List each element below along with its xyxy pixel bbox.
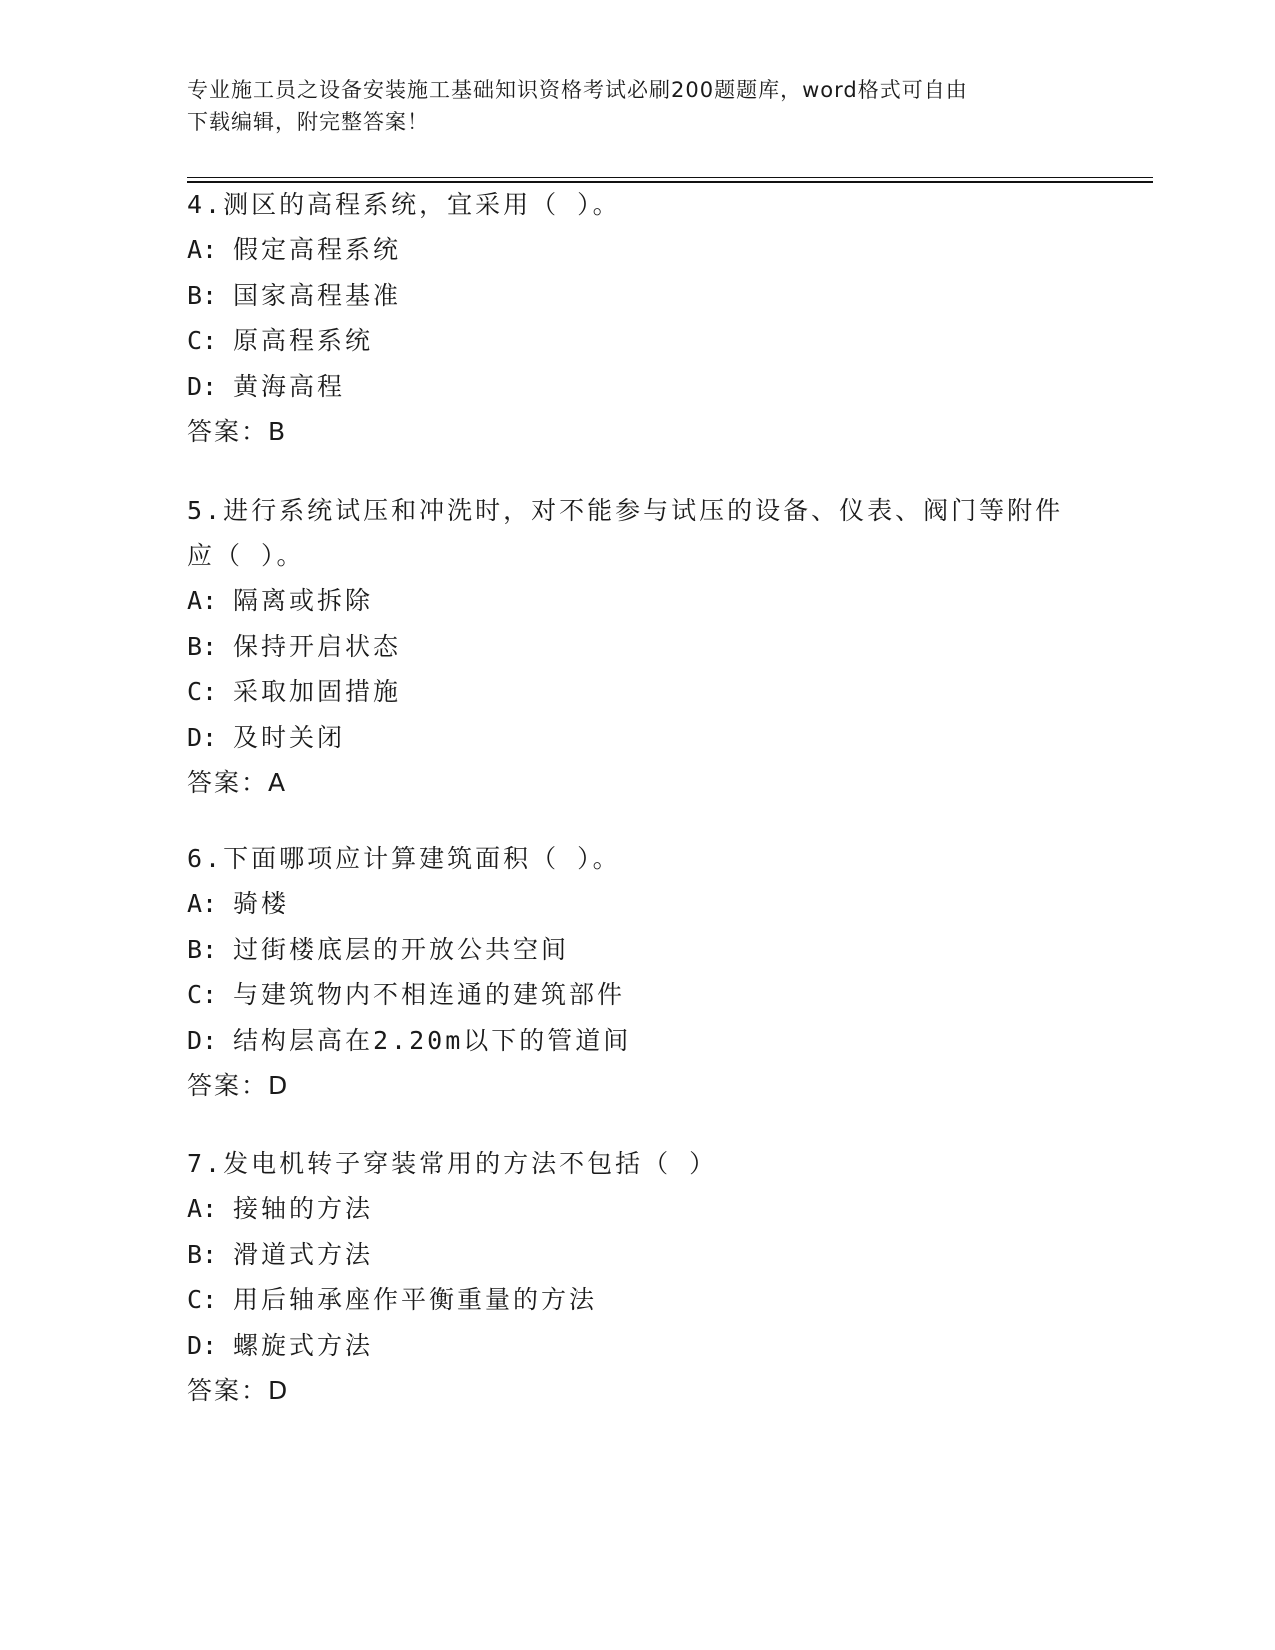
option-d <box>187 1018 1067 1064</box>
option-c <box>187 1277 1067 1323</box>
option-letter: B: <box>187 1239 218 1269</box>
question-stem: 5.进行系统试压和冲洗时，对不能参与试压的设备、仪表、阀门等附件应（ ）。 <box>187 496 1064 570</box>
option-text: 黄海高程 <box>233 371 346 401</box>
option-text: 采取加固措施 <box>233 677 402 706</box>
question-block <box>187 182 1067 454</box>
option-a <box>187 578 1067 624</box>
option-text: 过街楼底层的开放公共空间 <box>233 934 570 964</box>
question-block <box>187 836 1067 1108</box>
option-text: 结构层高在2.20m以下的管道间 <box>233 1025 632 1055</box>
option-text: 与建筑物内不相连通的建筑部件 <box>233 980 626 1009</box>
option-text: 保持开启状态 <box>233 631 402 661</box>
header-line-1: 专业施工员之设备安装施工基础知识资格考试必刷200题题库，word格式可自由 <box>187 78 968 102</box>
option-a <box>187 881 1067 927</box>
option-d <box>187 715 1067 761</box>
option-text: 骑楼 <box>233 889 290 918</box>
option-letter: A: <box>187 235 218 264</box>
option-text: 螺旋式方法 <box>233 1330 374 1360</box>
option-text: 用后轴承座作平衡重量的方法 <box>233 1285 598 1314</box>
option-c <box>187 669 1067 715</box>
option-letter: D: <box>187 371 218 401</box>
option-letter: A: <box>187 1194 218 1223</box>
option-d <box>187 1323 1067 1369</box>
option-letter: C: <box>187 980 218 1009</box>
option-letter: C: <box>187 326 218 355</box>
header-rule-thin <box>187 177 1153 178</box>
option-d <box>187 364 1067 410</box>
option-c <box>187 972 1067 1018</box>
option-text: 假定高程系统 <box>233 235 402 264</box>
question-stem: 7.发电机转子穿装常用的方法不包括（ ） <box>187 1149 718 1178</box>
option-b <box>187 624 1067 670</box>
option-letter: D: <box>187 1025 218 1055</box>
answer-line: 答案：D <box>187 1376 290 1405</box>
option-b <box>187 273 1067 319</box>
option-letter: B: <box>187 631 218 661</box>
option-letter: D: <box>187 1330 218 1360</box>
option-b <box>187 927 1067 973</box>
answer-line: 答案：A <box>187 768 288 797</box>
option-letter: C: <box>187 1285 218 1314</box>
option-c <box>187 318 1067 364</box>
option-letter: D: <box>187 722 218 752</box>
answer-line: 答案：D <box>187 1071 290 1100</box>
option-letter: B: <box>187 934 218 964</box>
option-letter: A: <box>187 889 218 918</box>
option-letter: C: <box>187 677 218 706</box>
option-letter: B: <box>187 280 218 310</box>
header-line-2: 下载编辑，附完整答案！ <box>187 110 429 134</box>
option-a <box>187 227 1067 273</box>
question-stem: 6.下面哪项应计算建筑面积（ ）。 <box>187 844 621 873</box>
option-letter: A: <box>187 586 218 615</box>
answer-line: 答案：B <box>187 417 288 446</box>
option-text: 接轴的方法 <box>233 1194 374 1223</box>
option-text: 滑道式方法 <box>233 1239 374 1269</box>
question-block <box>187 1141 1067 1413</box>
option-text: 国家高程基准 <box>233 280 402 310</box>
question-block <box>187 488 1067 805</box>
option-b <box>187 1232 1067 1278</box>
option-a <box>187 1186 1067 1232</box>
option-text: 及时关闭 <box>233 722 346 752</box>
option-text: 隔离或拆除 <box>233 586 374 615</box>
question-stem: 4.测区的高程系统，宜采用（ ）。 <box>187 190 621 219</box>
document-header <box>187 74 1067 138</box>
option-text: 原高程系统 <box>233 326 374 355</box>
